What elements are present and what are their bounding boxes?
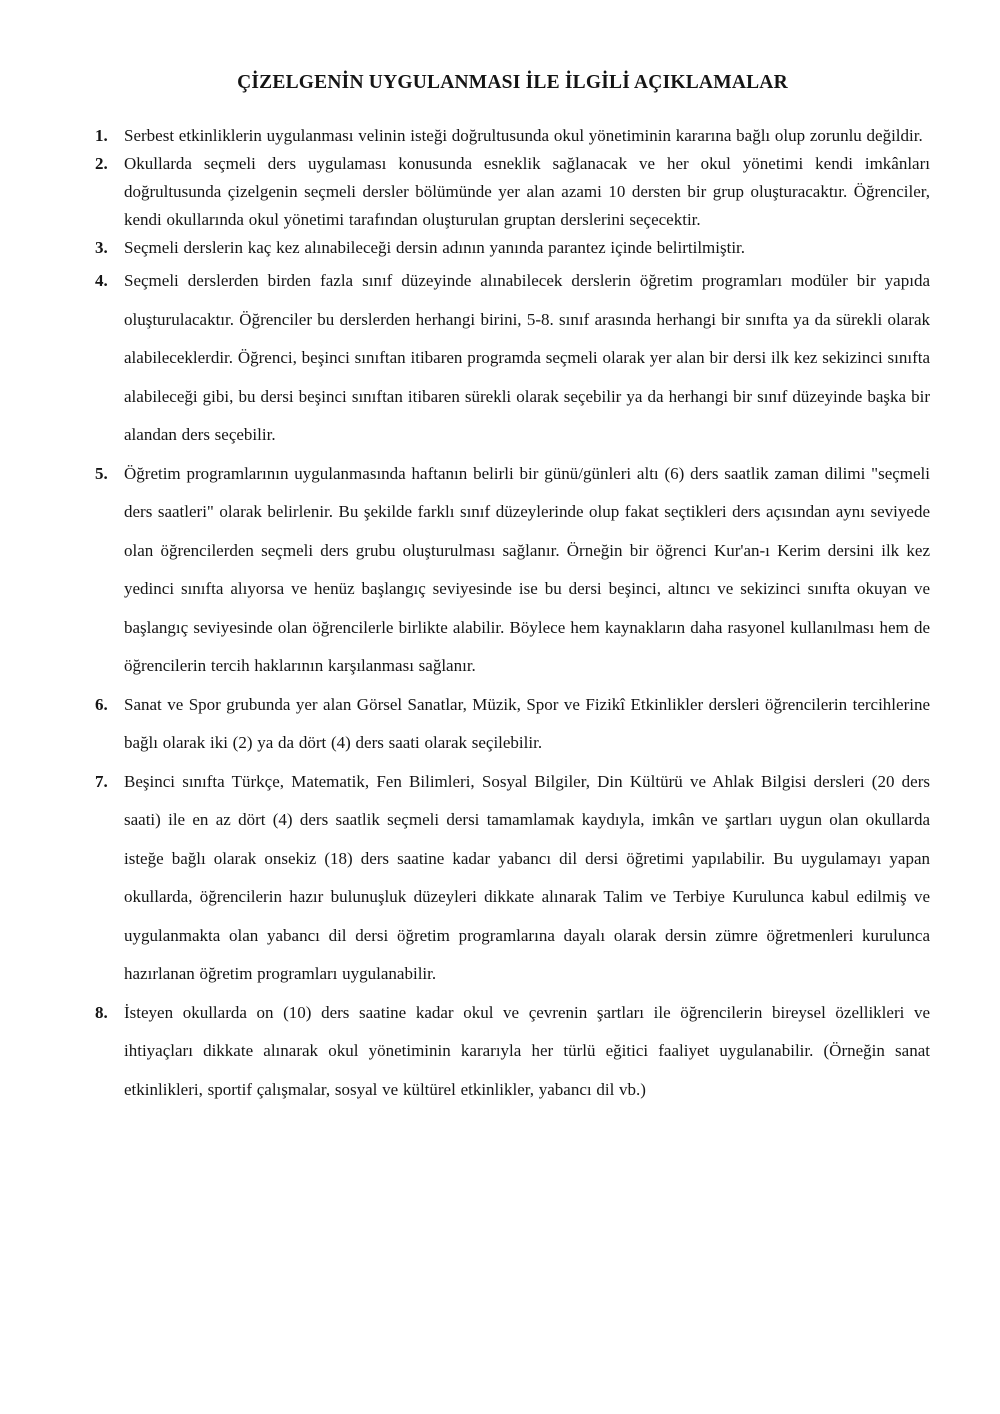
item-text: Öğretim programlarının uygulanmasında haftanın belirli bir günü/günleri altı (6) ders saatlik zaman dilimi "seçmeli ders saatleri" olarak belirlenir. Bu şekilde farklı sınıf düzeylerinde olup fakat seçtikleri ders açısından aynı seviyede olan öğrencilerden seçmeli ders grubu oluşturulması sağlanır. Örneğin bir öğrenci Kur'an-ı Kerim dersini ilk kez yedinci sınıfta alıyorsa ve henüz başlangıç seviyesinde ise bu dersi beşinci, altıncı ve sekizinci sınıfta okuyan ve başlangıç seviyesinde olan öğrencilerle birlikte alabilir. Böylece hem kaynakların daha rasyonel kullanılması hem de öğrencilerin tercih haklarının karşılanması sağlanır. [124, 463, 930, 675]
list-item [95, 122, 930, 150]
list-item [95, 686, 930, 763]
item-text: Serbest etkinliklerin uygulanması velinin isteği doğrultusunda okul yönetiminin kararına bağlı olup zorunlu değildir. [124, 126, 923, 145]
page-title: ÇİZELGENİN UYGULANMASI İLE İLGİLİ AÇIKLAMALAR [237, 72, 788, 93]
instructions-list [95, 122, 930, 1109]
list-item [95, 455, 930, 686]
item-text: Sanat ve Spor grubunda yer alan Görsel Sanatlar, Müzik, Spor ve Fizikî Etkinlikler dersleri öğrencilerin tercihlerine bağlı olarak iki (2) ya da dört (4) ders saati olarak seçilebilir. [124, 694, 930, 752]
item-number: 6. [95, 694, 108, 714]
item-number: 8. [95, 1002, 108, 1022]
list-item [95, 763, 930, 994]
list-item [95, 234, 930, 262]
item-text: İsteyen okullarda on (10) ders saatine kadar okul ve çevrenin şartları ile öğrencilerin bireysel özellikleri ve ihtiyaçları dikkate alınarak okul yönetiminin kararıyla her türlü eğitici faaliyet uygulanabilir. (Örneğin sanat etkinlikleri, sportif çalışmalar, sosyal ve kültürel etkinlikler, yabancı dil vb.) [124, 1002, 930, 1099]
item-text: Seçmeli derslerden birden fazla sınıf düzeyinde alınabilecek derslerin öğretim programları modüler bir yapıda oluşturulacaktır. Öğrenciler bu derslerden herhangi birini, 5-8. sınıf arasında herhangi bir sınıfta ya da sürekli olarak alabileceklerdir. Öğrenci, beşinci sınıftan itibaren programda seçmeli olarak yer alan bir dersi ilk kez sekizinci sınıfta alabileceği gibi, bu dersi beşinci sınıftan itibaren sürekli olarak seçebilir ya da herhangi bir sınıf düzeyinde başka bir alandan ders seçebilir. [124, 271, 930, 444]
item-number: 4. [95, 271, 108, 290]
list-item [95, 262, 930, 455]
list-item [95, 150, 930, 234]
item-number: 2. [95, 154, 108, 173]
item-text: Seçmeli derslerin kaç kez alınabileceği dersin adının yanında parantez içinde belirtilmiştir. [124, 238, 746, 257]
list-item [95, 994, 930, 1110]
item-number: 7. [95, 771, 108, 791]
item-text: Beşinci sınıfta Türkçe, Matematik, Fen Bilimleri, Sosyal Bilgiler, Din Kültürü ve Ahlak Bilgisi dersleri (20 ders saati) ile en az dört (4) ders saatlik seçmeli dersi tamamlamak kaydıyla, imkân ve şartları uygun olan okullarda isteğe bağlı olarak onsekiz (18) ders saatine kadar yabancı dil dersi öğretimi yapılabilir. Bu uygulamayı yapan okullarda, öğrencilerin hazır bulunuşluk düzeyleri dikkate alınarak Talim ve Terbiye Kurulunca kabul edilmiş ve uygulanmakta olan yabancı dil dersi öğretim programlarına dayalı olarak dersin zümre öğretmenleri kurulunca hazırlanan öğretim programları uygulanabilir. [124, 771, 930, 983]
item-number: 5. [95, 463, 108, 483]
item-number: 3. [95, 238, 108, 257]
item-text: Okullarda seçmeli ders uygulaması konusunda esneklik sağlanacak ve her okul yönetimi kendi imkânları doğrultusunda çizelgenin seçmeli dersler bölümünde yer alan azami 10 dersten bir grup oluşturacaktır. Öğrenciler, kendi okullarında okul yönetimi tarafından oluşturulan gruptan derslerini seçecektir. [124, 154, 930, 229]
item-number: 1. [95, 126, 108, 145]
